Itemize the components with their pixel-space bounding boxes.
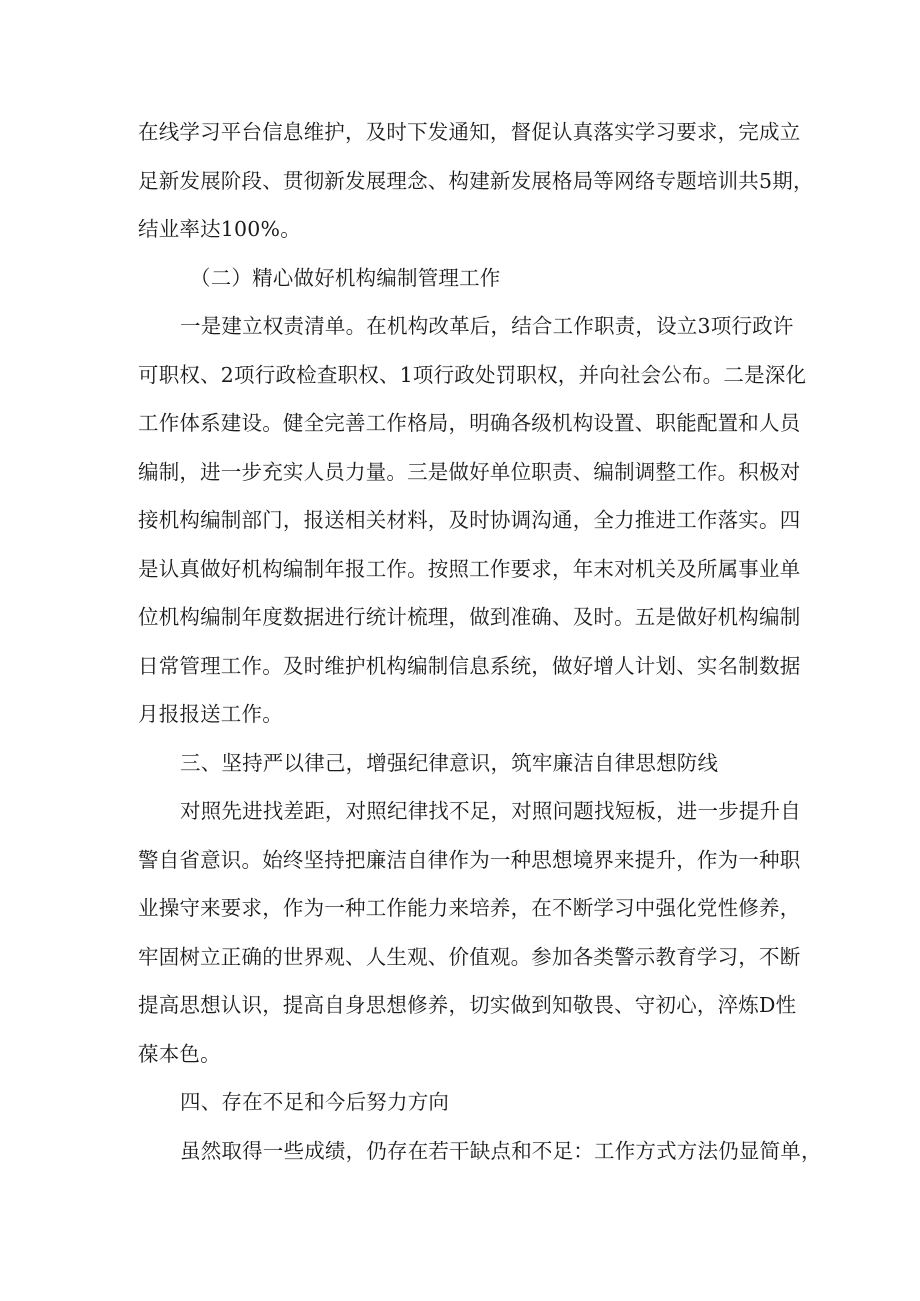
text-line: 对照先进找差距，对照纪律找不足，对照问题找短板，进一步提升自 (180, 799, 801, 823)
subheading-text: （二）精心做好机构编制管理工作 (190, 265, 501, 290)
text-line: 业操守来要求，作为一种工作能力来培养，在不断学习中强化党性修养， (138, 896, 801, 920)
text-line: 结业率达100%。 (138, 217, 301, 241)
text-line: 编制，进一步充实人员力量。三是做好单位职责、编制调整工作。积极对 (138, 459, 801, 484)
text-line: 位机构编制年度数据进行统计梳理，做到准确、及时。五是做好机构编制 (138, 605, 801, 629)
text-line: 日常管理工作。及时维护机构编制信息系统，做好增人计划、实名制数据 (138, 653, 801, 678)
subheading-staffing (138, 254, 792, 303)
text-line: 虽然取得一些成绩，仍存在若干缺点和不足：工作方式方法仍显简单， (180, 1138, 822, 1163)
text-line: 警自省意识。始终坚持把廉洁自律作为一种思想境界来提升，作为一种职 (138, 847, 801, 872)
paragraph-discipline (138, 787, 801, 1078)
paragraph-staffing (138, 302, 807, 739)
heading-text: 三、坚持严以律己，增强纪律意识，筑牢廉洁自律思想防线 (180, 750, 719, 775)
document-body (138, 108, 822, 1175)
text-line: 接机构编制部门，报送相关材料，及时协调沟通，全力推进工作落实。四 (138, 508, 801, 532)
text-line: 提高思想认识，提高自身思想修养，切实做到知敬畏、守初心，淬炼D性 (138, 993, 797, 1017)
heading-shortcomings (138, 1078, 792, 1127)
text-line: 牢固树立正确的世界观、人生观、价值观。参加各类警示教育学习，不断 (138, 944, 801, 969)
text-line: 工作体系建设。健全完善工作格局，明确各级机构设置、职能配置和人员 (138, 411, 801, 435)
paragraph-shortcomings (138, 1127, 822, 1176)
text-line: 足新发展阶段、贯彻新发展理念、构建新发展格局等网络专题培训共5期， (138, 168, 814, 193)
heading-text: 四、存在不足和今后努力方向 (180, 1090, 450, 1114)
text-line: 一是建立权责清单。在机构改革后，结合工作职责，设立3项行政许 (180, 314, 794, 338)
text-line: 月报报送工作。 (138, 702, 283, 726)
paragraph-training (138, 108, 814, 254)
text-line: 葆本色。 (138, 1041, 221, 1066)
text-line: 在线学习平台信息维护，及时下发通知，督促认真落实学习要求，完成立 (138, 120, 801, 144)
text-line: 可职权、2项行政检查职权、1项行政处罚职权，并向社会公布。二是深化 (138, 362, 807, 387)
text-line: 是认真做好机构编制年报工作。按照工作要求，年末对机关及所属事业单 (138, 556, 801, 581)
heading-discipline (138, 739, 792, 788)
